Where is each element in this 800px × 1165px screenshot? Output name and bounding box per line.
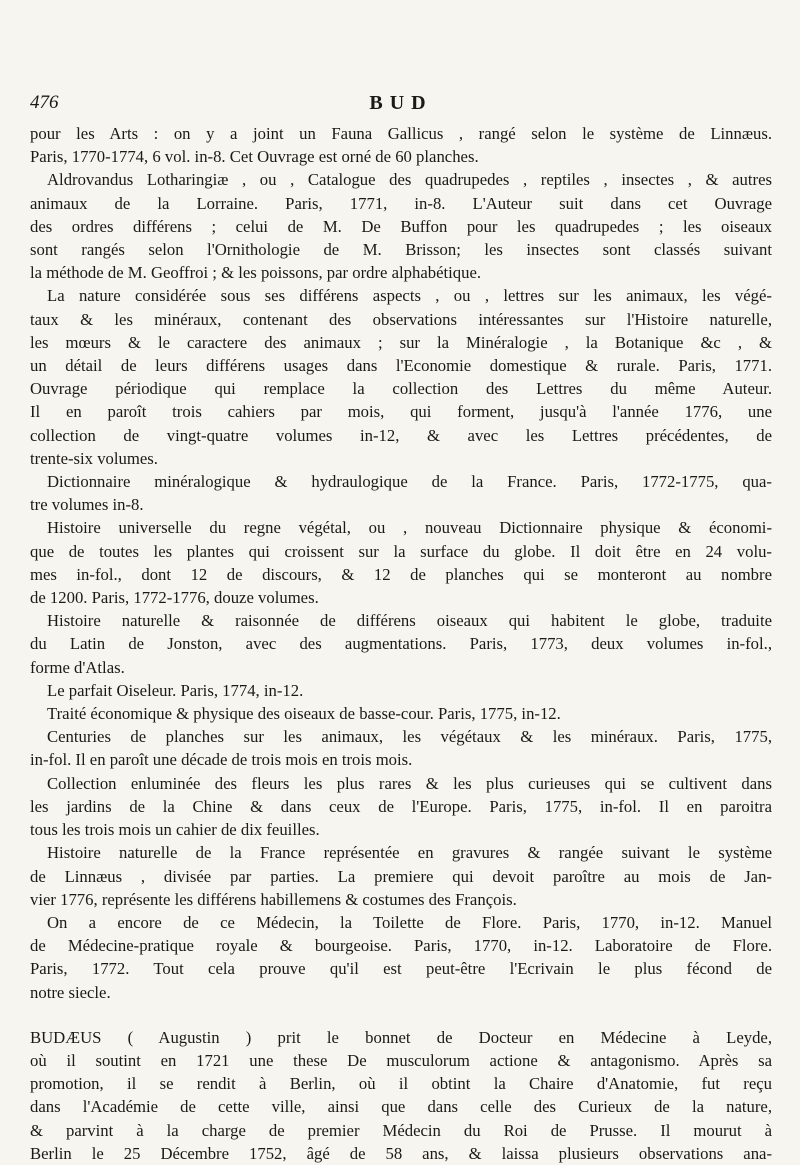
text-line: in-fol. Il en paroît une décade de trois mois en trois mois. bbox=[30, 750, 413, 770]
paragraph-gap bbox=[30, 1004, 772, 1026]
text-line: Histoire universelle du regne végétal, ou , nouveau Dictionnaire physique & économi- bbox=[47, 518, 772, 538]
text-line: un détail de leurs différens usages dans l'Economie domestique & rurale. Paris, 1771. bbox=[30, 356, 772, 376]
body-text bbox=[30, 122, 772, 1165]
text-line: de Linnæus , divisée par parties. La premiere qui devoit paroître au mois de Jan- bbox=[30, 866, 772, 886]
text-line: les mœurs & le caractere des animaux ; sur la Minéralogie , la Botanique &c , & bbox=[30, 332, 772, 352]
text-line: des ordres différens ; celui de M. De Buffon pour les quadrupedes ; les oiseaux bbox=[30, 216, 772, 236]
text-line: notre siecle. bbox=[30, 982, 111, 1002]
text-line: sont rangés selon l'Ornithologie de M. Brisson; les insectes sont classés suivant bbox=[30, 240, 772, 260]
text-line: la méthode de M. Geoffroi ; & les poissons, par ordre alphabétique. bbox=[30, 263, 482, 283]
text-line: Collection enluminée des fleurs les plus rares & les plus curieuses qui se cultivent dans bbox=[47, 773, 772, 793]
text-line: La nature considérée sous ses différens aspects , ou , lettres sur les animaux, les végé- bbox=[47, 286, 772, 306]
text-line: tous les trois mois un cahier de dix feuilles. bbox=[30, 820, 320, 840]
text-line: Centuries de planches sur les animaux, les végétaux & les minéraux. Paris, 1775, bbox=[47, 727, 772, 747]
text-line: dans l'Académie de cette ville, ainsi que dans celle des Curieux de la nature, bbox=[30, 1097, 772, 1117]
text-line: vier 1776, représente les différens habillemens & costumes des François. bbox=[30, 889, 517, 909]
text-line: Aldrovandus Lotharingiæ , ou , Catalogue des quadrupedes , reptiles , insectes , & autres bbox=[47, 170, 772, 190]
text-line: de Médecine-pratique royale & bourgeoise. Paris, 1770, in-12. Laboratoire de Flore. bbox=[30, 936, 772, 956]
text-line: Le parfait Oiseleur. Paris, 1774, in-12. bbox=[47, 680, 304, 700]
text-line: mes in-fol., dont 12 de discours, & 12 de planches qui se monteront au nombre bbox=[30, 564, 772, 584]
text-line: pour les Arts : on y a joint un Fauna Gallicus , rangé selon le système de Linnæus. bbox=[30, 124, 772, 143]
text-line: tre volumes in-8. bbox=[30, 495, 144, 515]
text-line: On a encore de ce Médecin, la Toilette de Flore. Paris, 1770, in-12. Manuel bbox=[47, 912, 772, 932]
text-line: collection de vingt-quatre volumes in-12, & avec les Lettres précédentes, de bbox=[30, 425, 772, 445]
text-line: que de toutes les plantes qui croissent sur la surface du globe. Il doit être en 24 volu- bbox=[30, 541, 772, 561]
page-header bbox=[30, 92, 772, 118]
running-head: BUD bbox=[369, 92, 433, 114]
text-line: animaux de la Lorraine. Paris, 1771, in-8. L'Auteur suit dans cet Ouvrage bbox=[30, 193, 772, 213]
text-line: Berlin le 25 Décembre 1752, âgé de 58 ans, & laissa plusieurs observations ana- bbox=[30, 1143, 772, 1163]
text-line: promotion, il se rendit à Berlin, où il obtint la Chaire d'Anatomie, fut reçu bbox=[30, 1074, 772, 1094]
entry-block-1 bbox=[30, 122, 772, 1004]
entry-block-budaeus bbox=[30, 1026, 772, 1165]
text-line: Ouvrage périodique qui remplace la collection des Lettres du même Auteur. bbox=[30, 379, 772, 399]
page-number: 476 bbox=[30, 92, 59, 113]
text-line: Il en paroît trois cahiers par mois, qui forment, jusqu'à l'année 1776, une bbox=[30, 402, 772, 422]
text-line: Traité économique & physique des oiseaux de basse-cour. Paris, 1775, in-12. bbox=[47, 704, 561, 724]
text-line: du Latin de Jonston, avec des augmentations. Paris, 1773, deux volumes in-fol., bbox=[30, 634, 772, 654]
text-line: de 1200. Paris, 1772-1776, douze volumes. bbox=[30, 588, 319, 608]
text-line: forme d'Atlas. bbox=[30, 657, 125, 677]
text-line: Histoire naturelle de la France représentée en gravures & rangée suivant le système bbox=[47, 843, 772, 863]
text-line: trente-six volumes. bbox=[30, 448, 158, 468]
text-line: Dictionnaire minéralogique & hydraulogique de la France. Paris, 1772-1775, qua- bbox=[47, 472, 772, 492]
text-line: Histoire naturelle & raisonnée de différens oiseaux qui habitent le globe, traduite bbox=[47, 611, 772, 631]
text-line: taux & les minéraux, contenant des observations intéressantes sur l'Histoire naturelle, bbox=[30, 309, 772, 329]
text-line: BUDÆUS ( Augustin ) prit le bonnet de Docteur en Médecine à Leyde, bbox=[30, 1027, 772, 1047]
text-line: Paris, 1772. Tout cela prouve qu'il est peut-être l'Ecrivain le plus fécond de bbox=[30, 959, 772, 979]
text-line: les jardins de la Chine & dans ceux de l'Europe. Paris, 1775, in-fol. Il en paroitra bbox=[30, 796, 772, 816]
text-line: Paris, 1770-1774, 6 vol. in-8. Cet Ouvrage est orné de 60 planches. bbox=[30, 147, 479, 167]
text-line: & parvint à la charge de premier Médecin du Roi de Prusse. Il mourut à bbox=[30, 1120, 772, 1140]
text-line: où il soutint en 1721 une these De musculorum actione & antagonismo. Après sa bbox=[30, 1050, 772, 1070]
